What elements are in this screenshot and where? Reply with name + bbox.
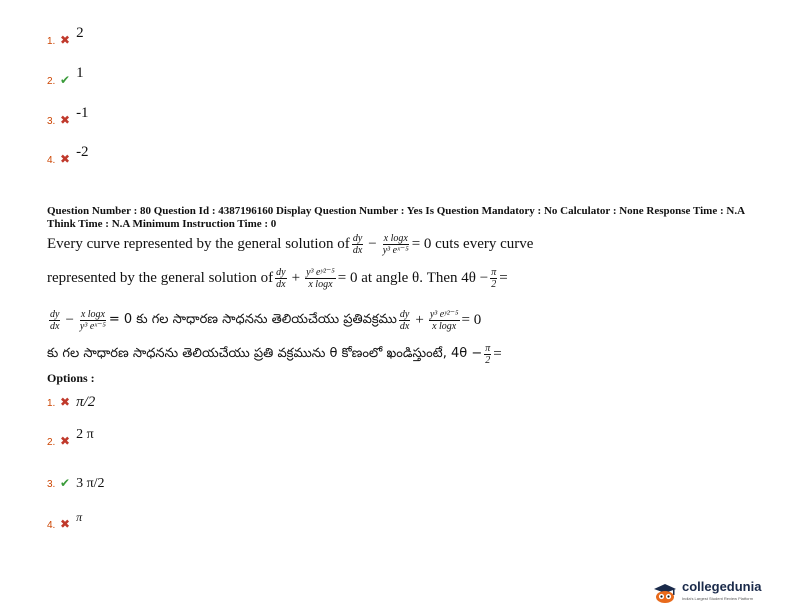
denominator: x logx bbox=[432, 321, 457, 332]
fraction bbox=[305, 267, 336, 290]
question-text: = 0 at angle θ. Then 4θ − bbox=[337, 270, 489, 286]
numerator: π bbox=[491, 267, 497, 278]
prev-option-2 bbox=[47, 65, 84, 89]
owl-logo-icon bbox=[652, 582, 678, 604]
check-icon: ✔ bbox=[60, 73, 71, 87]
question-header: Question Number : 80 Question Id : 4387196160 Display Question Number : Yes Is Question Mandatory : No Calculator : None Response Time : N.A Think Time : N.A Minimum Instruction Time : 0 bbox=[47, 205, 745, 230]
option-3 bbox=[47, 476, 105, 492]
option-value: π bbox=[76, 510, 83, 524]
fraction bbox=[352, 233, 363, 256]
fraction bbox=[382, 233, 410, 256]
collegedunia-logo bbox=[652, 581, 761, 605]
question-text-telugu: కు గల సాధారణ సాధనను తెలియచేయు ప్రతి వక్రమును θ కోణంలో ఖండిస్తుంటే, 4θ − bbox=[47, 345, 483, 361]
denominator: y³ eˣ⁻⁵ bbox=[79, 321, 106, 332]
question-text: = 0 cuts every curve bbox=[411, 236, 534, 252]
cross-icon: ✖ bbox=[60, 434, 71, 448]
option-value: 2 bbox=[76, 25, 84, 41]
question-te-line-1 bbox=[47, 309, 481, 332]
numerator: dy bbox=[399, 309, 410, 320]
question-text: = bbox=[493, 346, 502, 362]
question-en-line-2 bbox=[47, 267, 508, 290]
logo-tagline: India's Largest Student Review Platform bbox=[682, 596, 754, 601]
option-number: 4. bbox=[47, 520, 56, 531]
prev-option-4 bbox=[47, 144, 89, 168]
option-value: -1 bbox=[76, 105, 89, 121]
denominator: 2 bbox=[485, 355, 491, 366]
question-text: = 0 bbox=[461, 312, 482, 328]
option-number: 1. bbox=[47, 398, 56, 409]
option-value: 3 π/2 bbox=[76, 476, 105, 491]
option-number: 4. bbox=[47, 155, 56, 166]
question-te-line-2 bbox=[47, 343, 502, 366]
fraction bbox=[79, 309, 107, 332]
numerator: y³ eʸ²⁻⁵ bbox=[429, 309, 459, 320]
prev-option-3 bbox=[47, 105, 89, 129]
option-number: 1. bbox=[47, 36, 56, 47]
numerator: dy bbox=[50, 309, 60, 320]
cross-icon: ✖ bbox=[60, 113, 71, 127]
check-icon: ✔ bbox=[60, 476, 71, 490]
denominator: y³ eˣ⁻⁵ bbox=[382, 245, 409, 256]
cross-icon: ✖ bbox=[60, 395, 71, 409]
prev-option-1 bbox=[47, 25, 84, 49]
options-label: Options : bbox=[47, 371, 95, 385]
option-value: π/2 bbox=[76, 394, 96, 410]
minus-sign: − bbox=[368, 236, 377, 252]
denominator: dx bbox=[276, 279, 286, 290]
fraction bbox=[275, 267, 286, 290]
option-2 bbox=[47, 427, 94, 450]
plus-sign: + bbox=[415, 312, 424, 328]
denominator: dx bbox=[352, 245, 363, 256]
option-number: 3. bbox=[47, 479, 56, 490]
question-text: = bbox=[499, 270, 508, 286]
denominator: 2 bbox=[491, 279, 497, 290]
numerator: y³ eʸ²⁻⁵ bbox=[306, 267, 335, 278]
numerator: dy bbox=[352, 233, 363, 244]
question-en-line-1 bbox=[47, 233, 533, 256]
option-number: 2. bbox=[47, 437, 56, 448]
denominator: x logx bbox=[308, 279, 333, 290]
option-value: -2 bbox=[76, 144, 89, 160]
cross-icon: ✖ bbox=[60, 33, 71, 47]
option-4 bbox=[47, 510, 83, 532]
option-number: 3. bbox=[47, 116, 56, 127]
option-value: 1 bbox=[76, 65, 84, 81]
minus-sign: − bbox=[65, 312, 74, 328]
cross-icon: ✖ bbox=[60, 517, 71, 531]
option-value: 2 π bbox=[76, 427, 94, 442]
logo-text: collegedunia bbox=[682, 579, 762, 594]
cross-icon: ✖ bbox=[60, 152, 71, 166]
numerator: x logx bbox=[80, 309, 105, 320]
question-text: Every curve represented by the general solution of bbox=[47, 236, 350, 252]
option-1 bbox=[47, 394, 95, 411]
fraction bbox=[429, 309, 460, 332]
fraction bbox=[490, 267, 497, 290]
denominator: dx bbox=[399, 321, 410, 332]
fraction bbox=[399, 309, 410, 332]
denominator: dx bbox=[50, 321, 60, 332]
numerator: π bbox=[485, 343, 491, 354]
numerator: dy bbox=[276, 267, 286, 278]
option-number: 2. bbox=[47, 76, 56, 87]
fraction bbox=[484, 343, 491, 366]
question-text: represented by the general solution of bbox=[47, 270, 274, 286]
fraction bbox=[49, 309, 60, 332]
numerator: x logx bbox=[383, 233, 408, 244]
question-text-telugu: = 0 కు గల సాధారణ సాధనను తెలియచేయు ప్రతివక్రము bbox=[108, 311, 397, 327]
plus-sign: + bbox=[291, 270, 301, 286]
